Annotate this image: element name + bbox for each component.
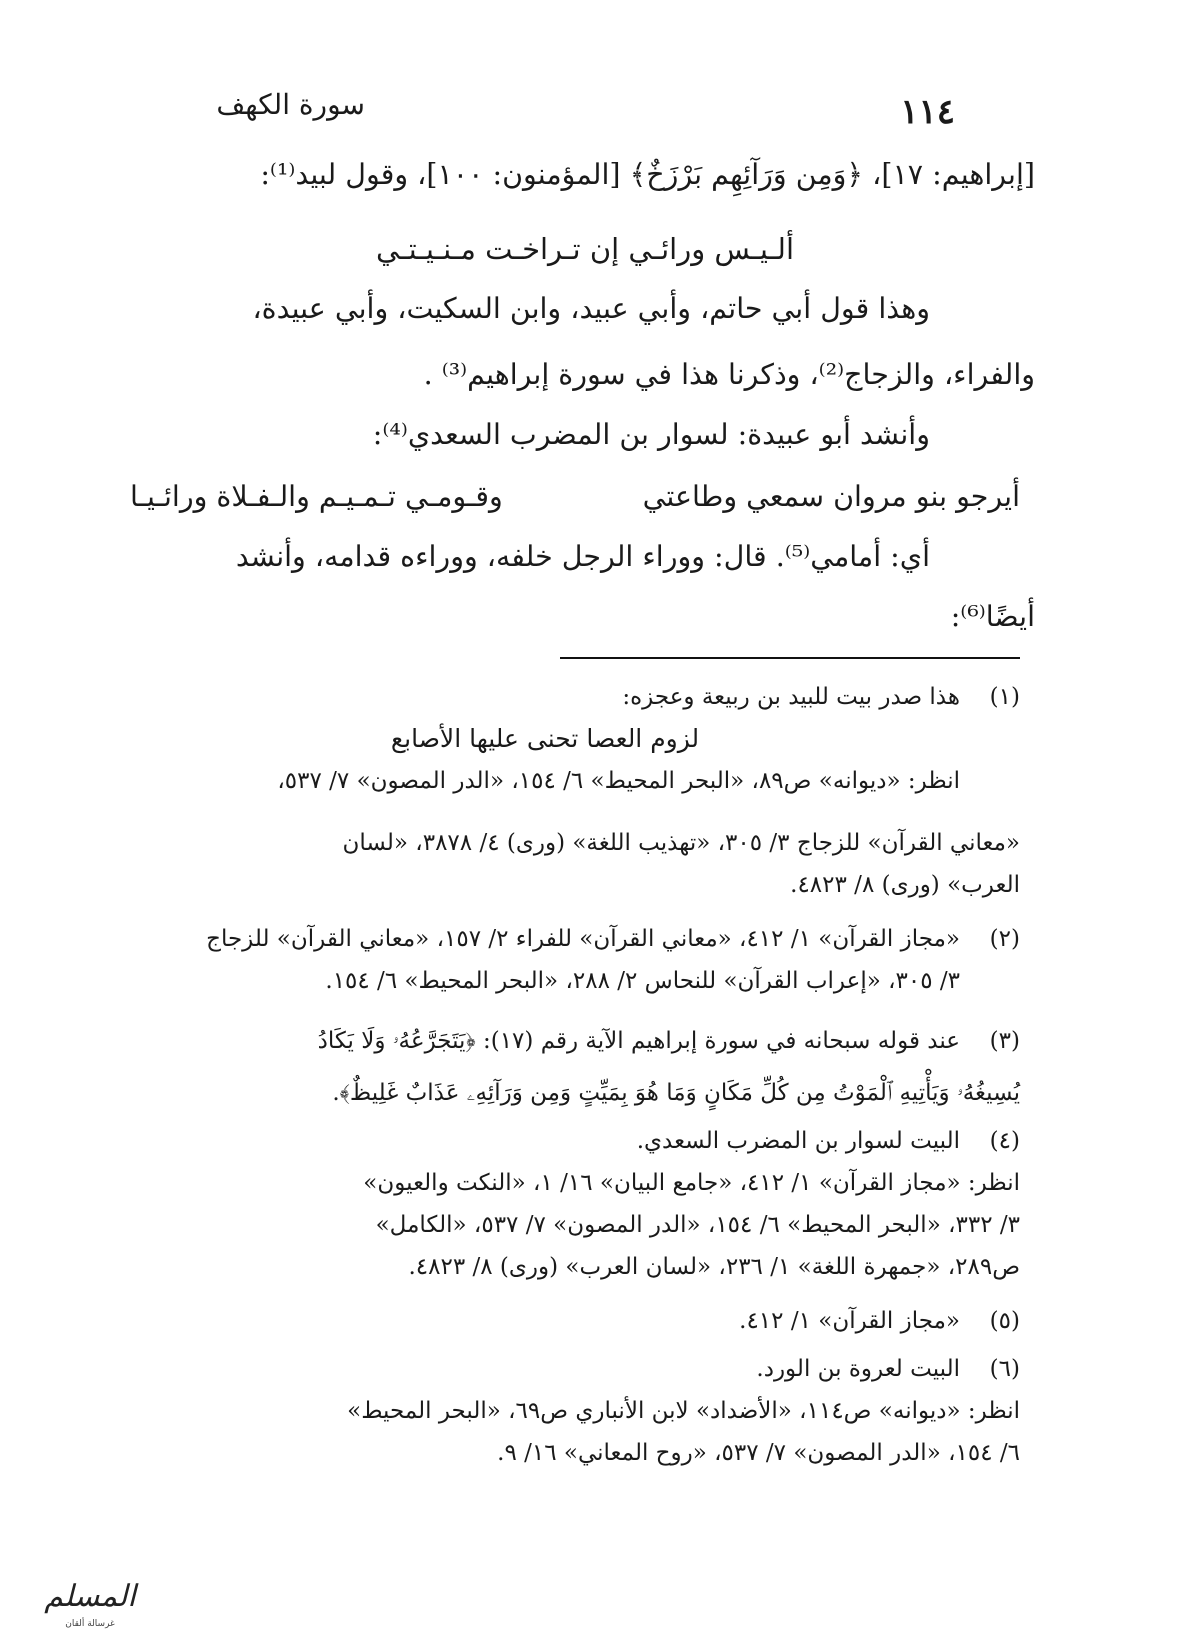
paragraph-2-line-1: وأنشد أبو عبيدة: لسوار بن المضرب السعدي⁽⁴⁾: xyxy=(372,418,930,451)
footnote-4 xyxy=(130,1120,1020,1162)
couplet-first-hemistich: أيرجو بنو مروان سمعي وطاعتي xyxy=(642,480,1020,513)
footnote-line: العرب» (ورى) ٨/ ٤٨٢٣. xyxy=(790,872,1020,898)
footnote-line: البيت لسوار بن المضرب السعدي. xyxy=(636,1128,960,1154)
footnote-number: (٥) xyxy=(989,1308,1020,1334)
footnote-quran-line: يُسِيغُهُۥ وَيَأْتِيهِ ٱلْمَوْتُ مِن كُلِّ مَكَانٍ وَمَا هُوَ بِمَيِّتٍ وَمِن وَرَآئِهِۦ عَذَابٌ غَلِيظٌ﴾. xyxy=(332,1080,1020,1106)
footnote-number: (٣) xyxy=(989,1028,1020,1054)
footnote-line: ٦/ ١٥٤، «الدر المصون» ٧/ ٥٣٧، «روح المعاني» ١٦/ ٩. xyxy=(497,1440,1020,1466)
footnote-1-continued xyxy=(130,822,1020,906)
page-number: ١١٤ xyxy=(900,92,955,132)
footnote-line: «مجاز القرآن» ١/ ٤١٢، «معاني القرآن» للفراء ٢/ ١٥٧، «معاني القرآن» للزجاج xyxy=(206,926,960,952)
svg-text:غرسالة ألقان: غرسالة ألقان xyxy=(65,1619,115,1629)
footnote-verse: لزوم العصا تحنى عليها الأصابع xyxy=(390,724,700,753)
paragraph-1-line-2: والفراء، والزجاج⁽²⁾، وذكرنا هذا في سورة إبراهيم⁽³⁾ . xyxy=(423,358,1035,391)
footnote-number: (٢) xyxy=(989,926,1020,952)
footnote-line: انظر: «مجاز القرآن» ١/ ٤١٢، «جامع البيان» ١٦/ ١، «النكت والعيون» xyxy=(363,1170,1020,1196)
footnote-line: عند قوله سبحانه في سورة إبراهيم الآية رقم (١٧): ﴿يَتَجَرَّعُهُۥ وَلَا يَكَادُ xyxy=(317,1028,960,1054)
footnote-line: «معاني القرآن» للزجاج ٣/ ٣٠٥، «تهذيب اللغة» (ورى) ٤/ ٣٨٧٨، «لسان xyxy=(342,830,1020,856)
couplet-second-hemistich: وقـومـي تـمـيـم والـفـلاة ورائـيـا xyxy=(130,480,503,513)
surah-title: سورة الكهف xyxy=(216,88,365,121)
footnote-number: (٤) xyxy=(989,1128,1020,1154)
svg-text:المسلم: المسلم xyxy=(44,1579,136,1614)
paragraph-1-line-1: وهذا قول أبي حاتم، وأبي عبيد، وابن السكيت، وأبي عبيدة، xyxy=(252,292,930,325)
footnote-number: (٦) xyxy=(989,1356,1020,1382)
footnote-number: (١) xyxy=(989,684,1020,710)
footnote-3-continued xyxy=(130,1072,1020,1114)
footnote-separator xyxy=(560,657,1020,659)
footnote-line: «مجاز القرآن» ١/ ٤١٢. xyxy=(739,1308,960,1334)
footnote-line: البيت لعروة بن الورد. xyxy=(756,1356,960,1382)
footnote-1 xyxy=(130,676,1020,802)
footnote-line: انظر: «ديوانه» ص١١٤، «الأضداد» لابن الأنباري ص٦٩، «البحر المحيط» xyxy=(347,1398,1020,1424)
footnote-6-continued xyxy=(130,1390,1020,1474)
footnote-line: انظر: «ديوانه» ص٨٩، «البحر المحيط» ٦/ ١٥٤، «الدر المصون» ٧/ ٥٣٧، xyxy=(277,768,960,794)
footnote-line: ٣/ ٣٣٢، «البحر المحيط» ٦/ ١٥٤، «الدر المصون» ٧/ ٥٣٧، «الكامل» xyxy=(375,1212,1020,1238)
footnote-2 xyxy=(130,918,1020,1002)
publisher-logo xyxy=(10,1572,170,1632)
footnote-line: هذا صدر بيت للبيد بن ربيعة وعجزه: xyxy=(622,684,960,710)
paragraph-3-line-2: أيضًا⁽⁶⁾: xyxy=(950,600,1035,633)
footnote-line: ص٢٨٩، «جمهرة اللغة» ١/ ٢٣٦، «لسان العرب» (ورى) ٨/ ٤٨٢٣. xyxy=(408,1254,1020,1280)
footnote-6 xyxy=(130,1348,1020,1390)
poem-verse: ألـيـس ورائـي إن تـراخـت مـنـيـتـي xyxy=(375,232,795,266)
paragraph-3-line-1: أي: أمامي⁽⁵⁾. قال: ووراء الرجل خلفه، ووراءه قدامه، وأنشد xyxy=(235,540,930,573)
footnote-5 xyxy=(130,1300,1020,1342)
footnote-4-continued xyxy=(130,1162,1020,1288)
main-line-1: [إبراهيم: ١٧]، ﴿وَمِن وَرَآئِهِم بَرْزَخٌ﴾ [المؤمنون: ١٠٠]، وقول لبيد⁽¹⁾: xyxy=(260,158,1035,191)
footnote-3 xyxy=(130,1020,1020,1062)
footnote-line: ٣/ ٣٠٥، «إعراب القرآن» للنحاس ٢/ ٢٨٨، «البحر المحيط» ٦/ ١٥٤. xyxy=(325,968,960,994)
